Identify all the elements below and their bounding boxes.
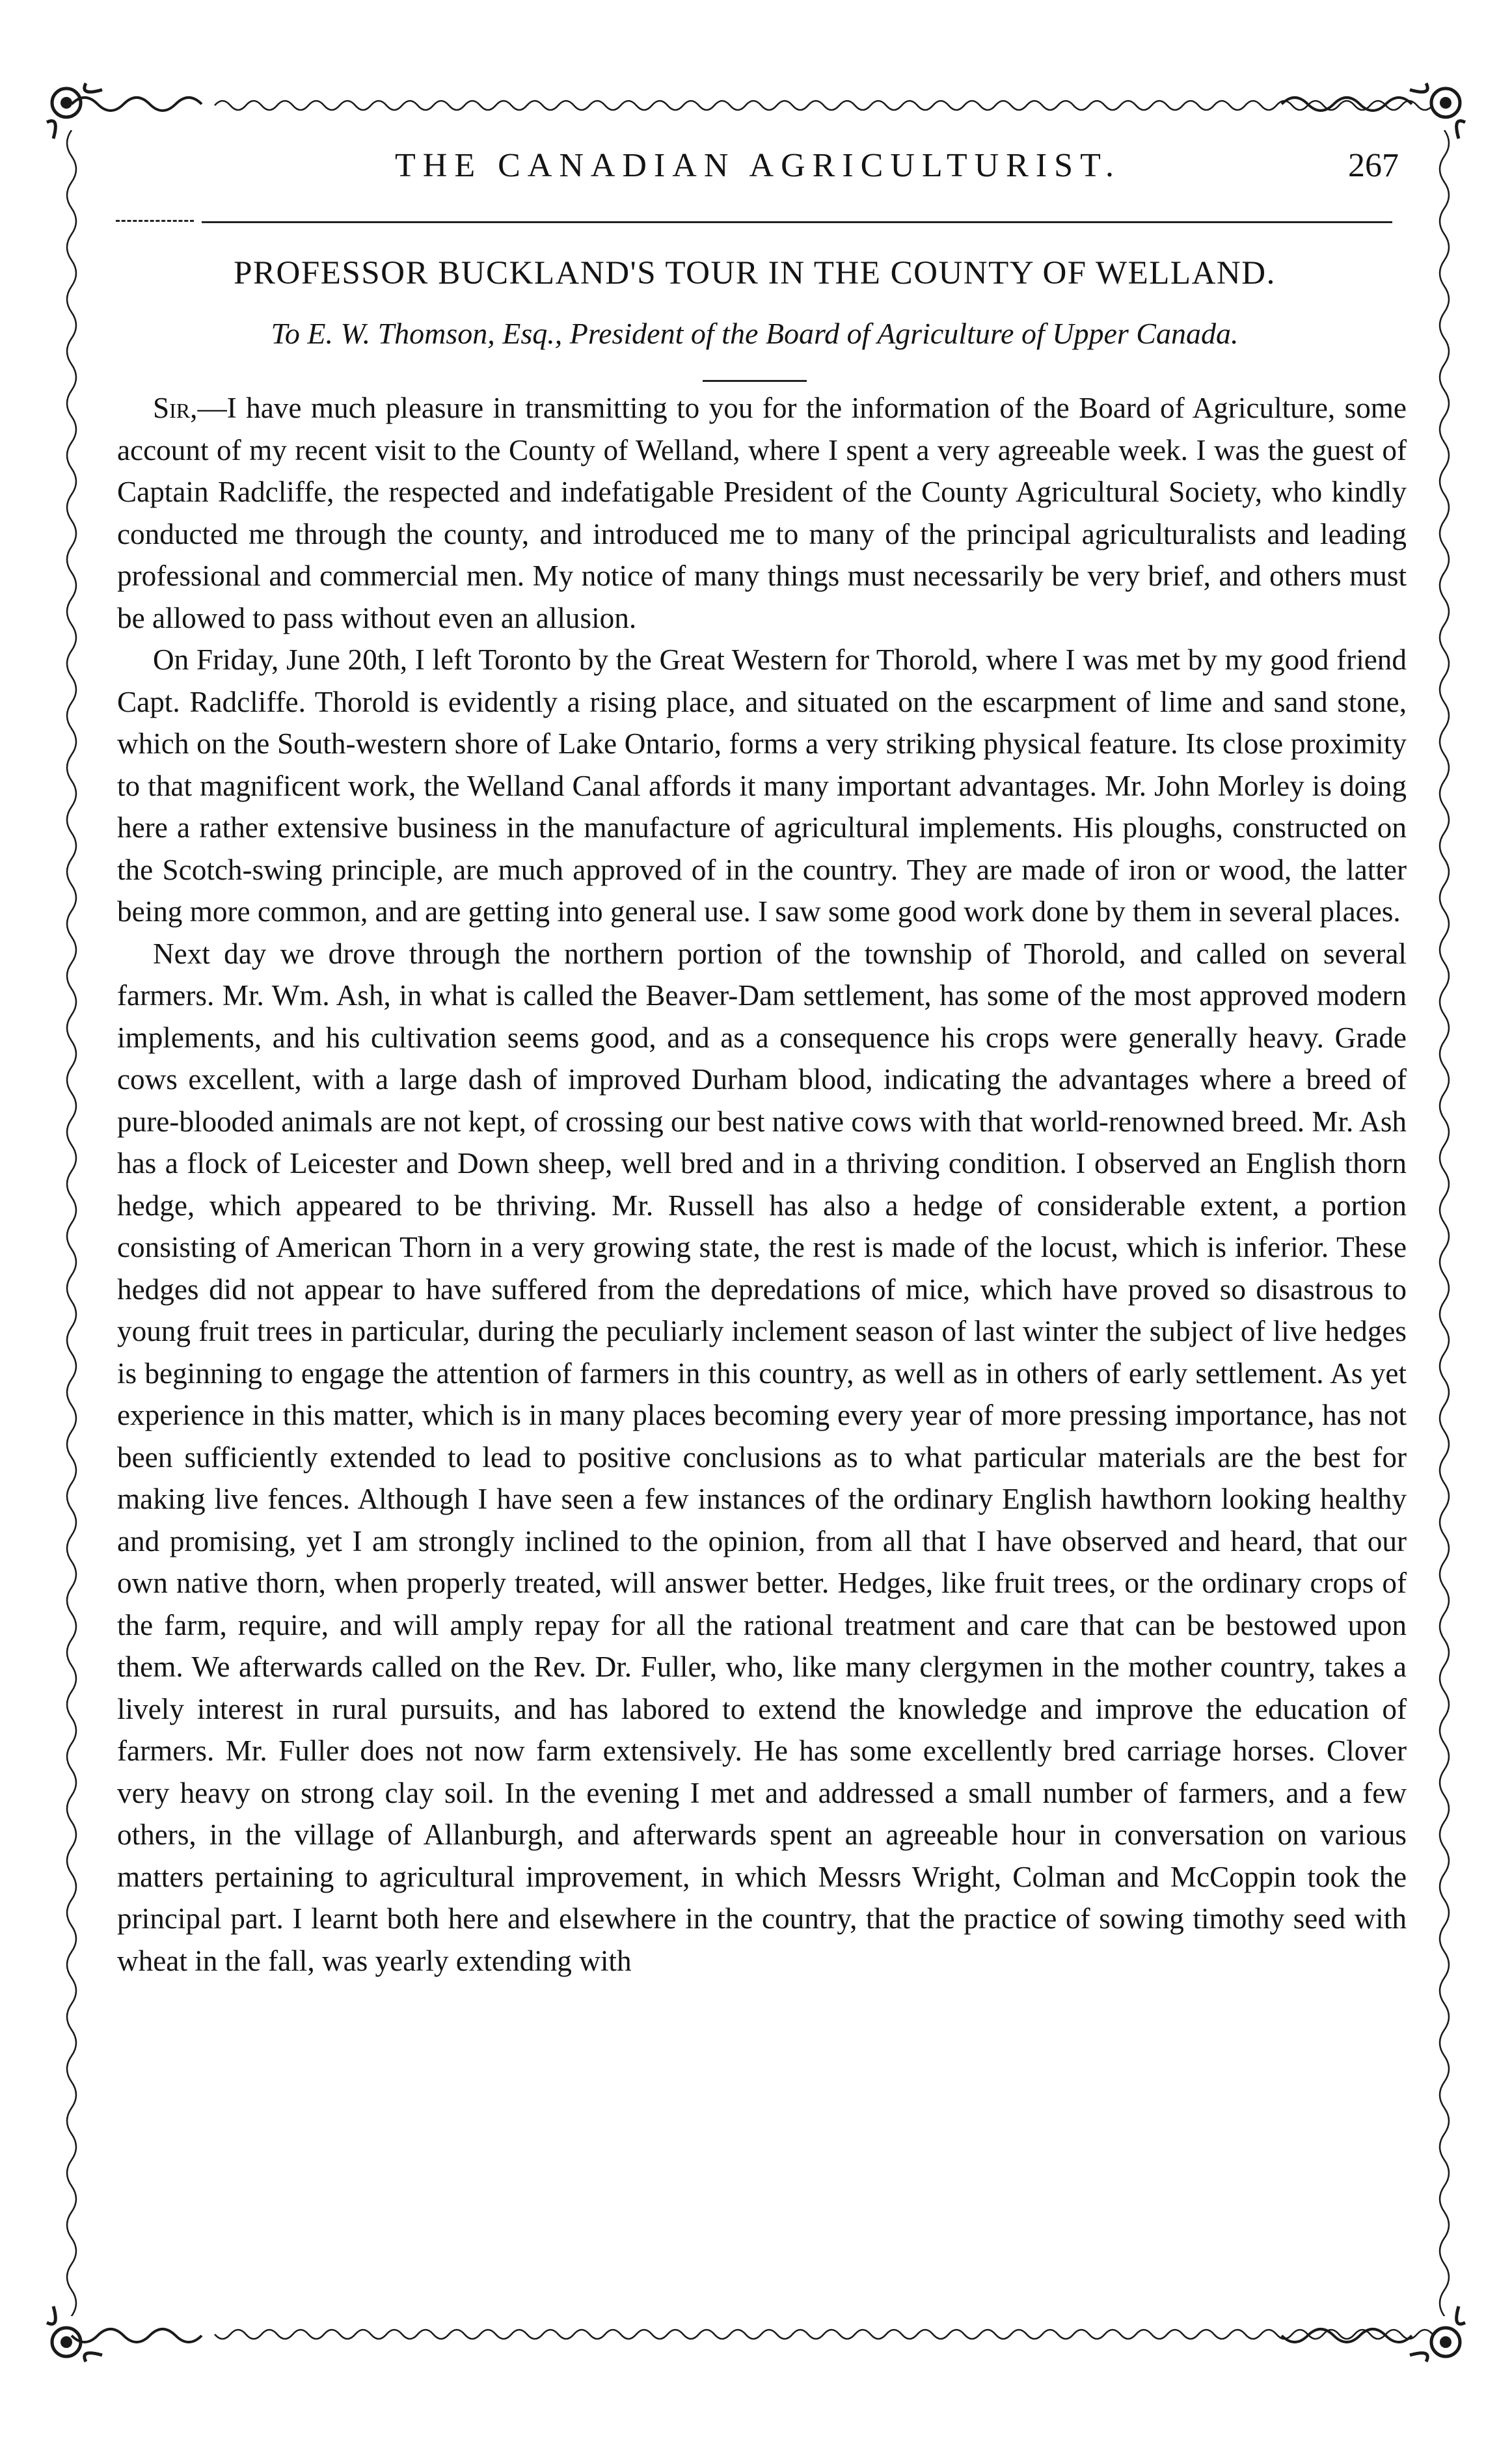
bottom-border-ornament [46,2316,1467,2355]
corner-ornament-top-left [40,77,118,155]
article-title: PROFESSOR BUCKLAND'S TOUR IN THE COUNTY OF WELLAND. [234,255,1276,291]
article-addressee: To E. W. Thomson, Esq., President of the Board of Agriculture of Upper Canada. [271,317,1239,350]
head-rule-dashed [116,220,194,222]
corner-ornament-top-right [1394,77,1472,155]
corner-ornament-bottom-left [40,2290,118,2368]
article-body [117,387,1407,1982]
title-divider-rule [703,380,807,382]
corner-ornament-bottom-right [1394,2290,1472,2368]
paragraph-2: On Friday, June 20th, I left Toronto by the Great Western for Thorold, where I was met by my good friend Capt. Radcliffe. Thorold is evidently a rising place, and situated on the escarpment of lime and sand stone, which on the South-western shore of Lake Ontario, forms a very striking physical feature. Its close proximity to that magnificent work, the Welland Canal affords it many important advantages. Mr. John Morley is doing here a rather extensive business in the manufacture of agricultural implements. His ploughs, constructed on the Scotch-swing principle, are much approved of in the country. They are made of iron or wood, the latter being more common, and are getting into general use. I saw some good work done by them in several places. [117,643,1407,928]
salutation: Sir, [153,392,198,424]
paragraph-1 [117,387,1407,639]
head-rule [202,221,1392,223]
paragraph-3: Next day we drove through the northern portion of the township of Thorold, and called on several farmers. Mr. Wm. Ash, in what is called the Beaver-Dam settlement, has some of the most approved modern implements, and his cultivation seems good, and as a consequence his crops were generally heavy. Grade cows excellent, with a large dash of improved Durham blood, indicating the advantages where a breed of pure-blooded animals are not kept, of crossing our best native cows with that world-renowned breed. Mr. Ash has a flock of Leicester and Down sheep, well bred and in a thriving condition. I observed an English thorn hedge, which appeared to be thriving. Mr. Russell has also a hedge of considerable extent, a portion consisting of American Thorn in a very growing state, the rest is made of the locust, which is inferior. These hedges did not appear to have suffered from the depredations of mice, which have proved so disastrous to young fruit trees in particular, during the peculiarly inclement season of last winter the subject of live hedges is beginning to engage the attention of farmers in this country, as well as in others of early settlement. As yet experience in this matter, which is in many places becoming every year of more pressing importance, has not been sufficiently extended to lead to positive conclusions as to what particular materials are the best for making live fences. Although I have seen a few instances of the ordinary English hawthorn looking healthy and promising, yet I am strongly inclined to the opinion, from all that I have observed and heard, that our own native thorn, when properly treated, will answer better. Hedges, like fruit trees, or the ordinary crops of the farm, require, and will amply repay for all the rational treatment and care that can be bestowed upon them. We afterwards called on the Rev. Dr. Fuller, who, like many clergymen in the mother country, takes a lively interest in rural pursuits, and has labored to extend the knowledge and improve the education of farmers. Mr. Fuller does not now farm extensively. He has some excellently bred carriage horses. Clover very heavy on strong clay soil. In the evening I met and addressed a small number of farmers, and a few others, in the village of Allanburgh, and afterwards spent an agreeable hour in conversation on various matters pertaining to agricultural improvement, in which Messrs Wright, Colman and McCoppin took the principal part. I learnt both here and elsewhere in the country, that the practice of sowing timothy seed with wheat in the fall, was yearly extending with [117,937,1407,1977]
page-number: 267 [1348,147,1399,184]
running-head [117,140,1399,192]
paragraph-1-text: —I have much pleasure in transmitting to you for the information of the Board of Agriculture, some account of my recent visit to the County of Welland, where I spent a very agreeable week. I was the guest of Captain Radcliffe, the respected and indefatigable President of the County Agricultural Society, who kindly conducted me through the county, and introduced me to many of the principal agriculturalists and leading professional and commercial men. My notice of many things must necessarily be very brief, and others must be allowed to pass without even an allusion. [117,392,1407,634]
right-border-ornament [1425,130,1464,2316]
top-border-ornament [46,85,1467,124]
left-border-ornament [52,130,91,2316]
journal-title: THE CANADIAN AGRICULTURIST. [395,147,1121,184]
